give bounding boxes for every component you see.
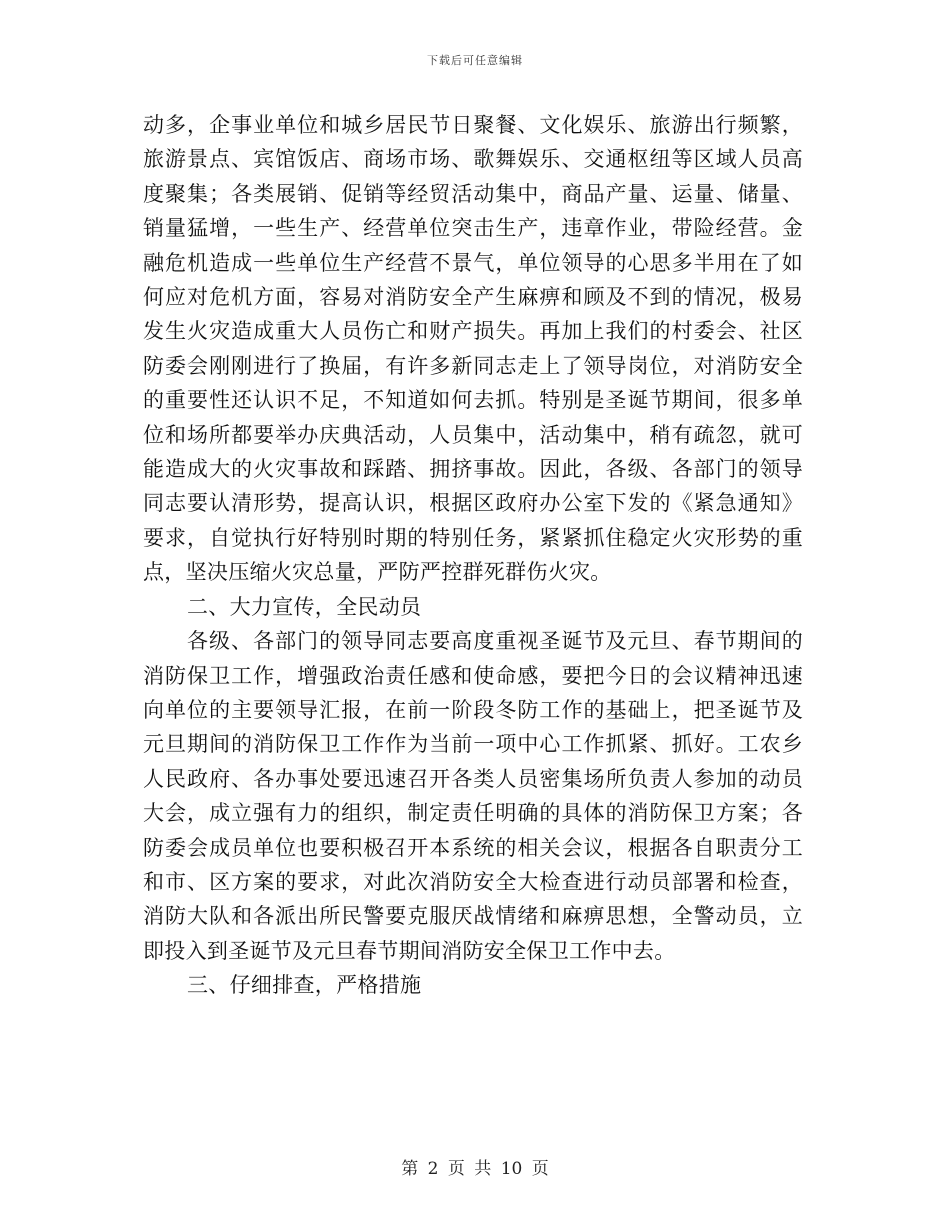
page-number-footer: 第 2 页 共 10 页	[401, 1159, 549, 1179]
section-heading-3: 三、仔细排查，严格措施	[187, 973, 422, 998]
section-heading-2: 二、大力宣传，全民动员	[187, 594, 422, 619]
document-body	[143, 108, 803, 1003]
paragraph-2: 各级、各部门的领导同志要高度重视圣诞节及元旦、春节期间的消防保卫工作，增强政治责任感和使命感，要把今日的会议精神迅速向单位的主要领导汇报，在前一阶段冬防工作的基础上，把圣诞节及元旦期间的消防保卫工作作为当前一项中心工作抓紧、抓好。工农乡人民政府、各办事处要迅速召开各类人员密集场所负责人参加的动员大会，成立强有力的组织，制定责任明确的具体的消防保卫方案；各防委会成员单位也要积极召开本系统的相关会议，根据各自职责分工和市、区方案的要求，对此次消防安全大检查进行动员部署和检查，消防大队和各派出所民警要克服厌战情绪和麻痹思想，全警动员，立即投入到圣诞节及元旦春节期间消防安全保卫工作中去。	[143, 629, 803, 963]
page-header-note: 下载后可任意编辑	[427, 54, 523, 67]
paragraph-continued: 动多，企事业单位和城乡居民节日聚餐、文化娱乐、旅游出行频繁，旅游景点、宾馆饭店、商场市场、歌舞娱乐、交通枢纽等区域人员高度聚集；各类展销、促销等经贸活动集中，商品产量、运量、储量、销量猛增，一些生产、经营单位突击生产，违章作业，带险经营。金融危机造成一些单位生产经营不景气，单位领导的心思多半用在了如何应对危机方面，容易对消防安全产生麻痹和顾及不到的情况，极易发生火灾造成重大人员伤亡和财产损失。再加上我们的村委会、社区防委会刚刚进行了换届，有许多新同志走上了领导岗位，对消防安全的重要性还认识不足，不知道如何去抓。特别是圣诞节期间，很多单位和场所都要举办庆典活动，人员集中，活动集中，稍有疏忽，就可能造成大的火灾事故和踩踏、拥挤事故。因此，各级、各部门的领导同志要认清形势，提高认识，根据区政府办公室下发的《紧急通知》要求，自觉执行好特别时期的特别任务，紧紧抓住稳定火灾形势的重点，坚决压缩火灾总量，严防严控群死群伤火灾。	[143, 113, 803, 585]
